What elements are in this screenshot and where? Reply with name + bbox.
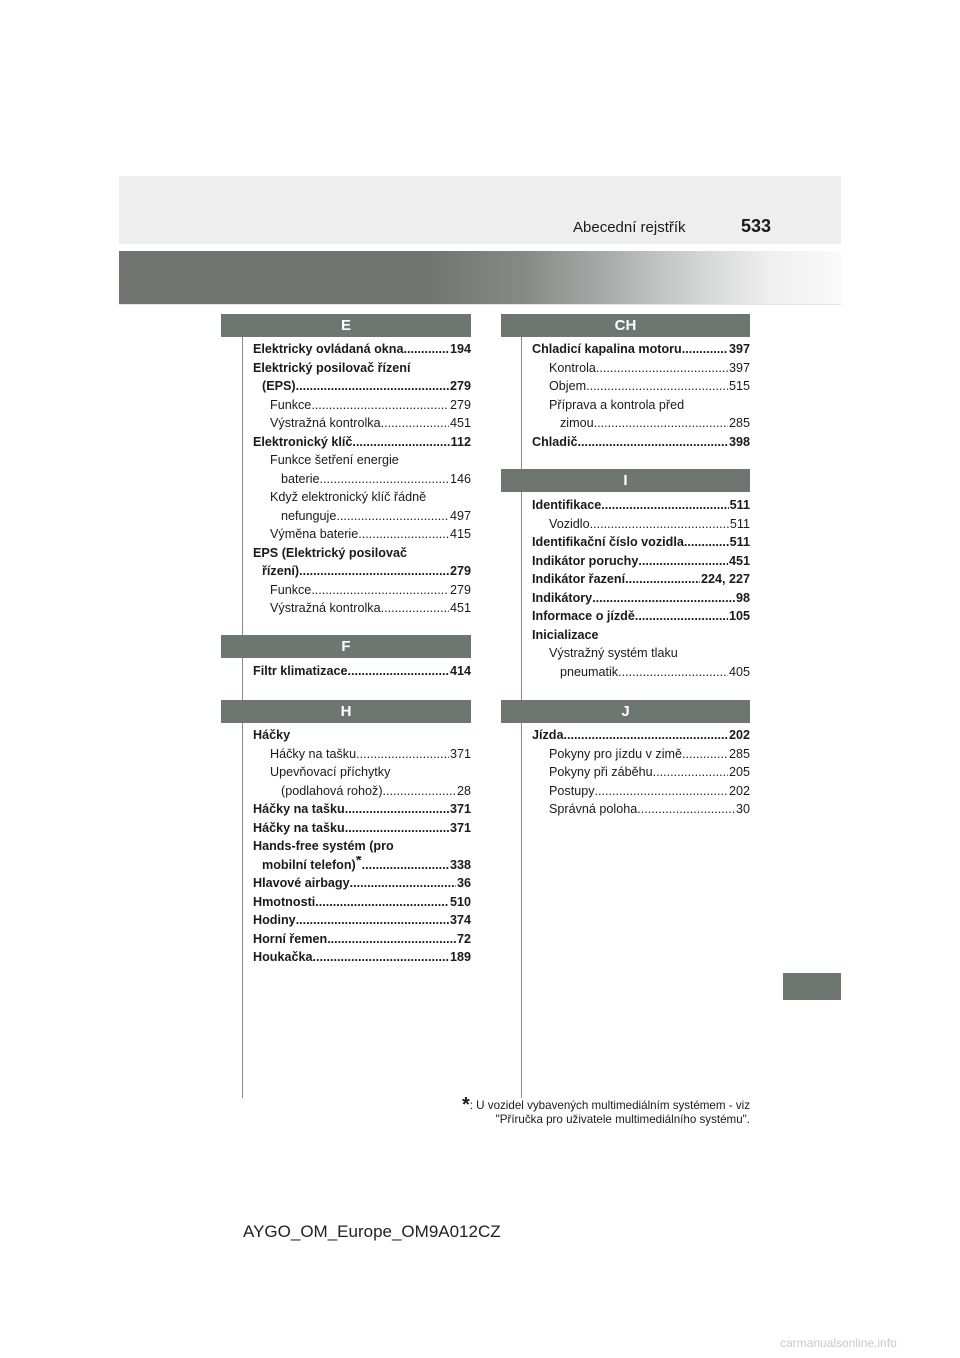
index-subentry[interactable]: Háčky na tašku ..... 371 xyxy=(270,745,471,764)
index-subentry[interactable]: Výstražná kontrolka ..... 451 xyxy=(270,599,471,618)
index-entry-continuation[interactable]: řízení) ..... 279 xyxy=(262,562,471,581)
letter-header-i: I xyxy=(501,469,750,492)
letter-header-j: J xyxy=(501,700,750,723)
index-subentry: Když elektronický klíč řádně xyxy=(270,490,427,504)
index-subentry-continuation[interactable]: (podlahová rohož) ..... 28 xyxy=(281,782,471,801)
footnote-line-1: *: U vozidel vybavených multimediálním systémem - viz xyxy=(461,1094,750,1116)
index-subentry-continuation[interactable]: baterie ..... 146 xyxy=(281,470,471,489)
watermark: carmanualsonline.info xyxy=(780,1336,897,1350)
index-subentry: Výstražný systém tlaku xyxy=(549,646,678,660)
index-subentry[interactable]: Objem ..... 515 xyxy=(549,377,750,396)
index-entry[interactable]: Jízda ..... 202 xyxy=(532,726,750,745)
index-entry[interactable]: Horní řemen ..... 72 xyxy=(253,930,471,949)
index-entry[interactable]: Houkačka ..... 189 xyxy=(253,948,471,967)
index-entry: Háčky xyxy=(253,728,291,742)
index-entry[interactable]: Hodiny ..... 374 xyxy=(253,911,471,930)
index-subentry-continuation[interactable]: pneumatik ..... 405 xyxy=(560,663,750,682)
page-number: 533 xyxy=(741,216,772,236)
index-entry[interactable]: Hmotnosti ..... 510 xyxy=(253,893,471,912)
index-subentry[interactable]: Výstražná kontrolka ..... 451 xyxy=(270,414,471,433)
index-subentry[interactable]: Funkce ..... 279 xyxy=(270,581,471,600)
header-bar xyxy=(119,176,841,244)
index-subentry[interactable]: Postupy ..... 202 xyxy=(549,782,750,801)
index-subentry[interactable]: Pokyny pro jízdu v zimě ..... 285 xyxy=(549,745,750,764)
index-entry[interactable]: Chladicí kapalina motoru ..... 397 xyxy=(532,340,750,359)
index-entry[interactable]: Háčky na tašku ..... 371 xyxy=(253,800,471,819)
index-subentry: Upevňovací příchytky xyxy=(270,765,391,779)
footnote-star: * xyxy=(461,1094,470,1116)
document-code: AYGO_OM_Europe_OM9A012CZ xyxy=(243,1222,501,1241)
index-entry[interactable]: Háčky na tašku ..... 371 xyxy=(253,819,471,838)
index-entry[interactable]: Elektricky ovládaná okna ..... 194 xyxy=(253,340,471,359)
index-entry[interactable]: Indikátor řazení ..... 224, 227 xyxy=(532,570,750,589)
footnote-line-2: "Příručka pro uživatele multimediálního systému". xyxy=(495,1113,750,1126)
index-entry: Elektrický posilovač řízení xyxy=(253,360,411,375)
index-entry[interactable]: Filtr klimatizace ..... 414 xyxy=(253,662,471,681)
index-subentry[interactable]: Výměna baterie ..... 415 xyxy=(270,525,471,544)
index-entry: EPS (Elektrický posilovač xyxy=(253,545,407,560)
index-subentry: Funkce šetření energie xyxy=(270,453,399,467)
index-subentry[interactable]: Správná poloha ..... 30 xyxy=(549,800,750,819)
index-entry[interactable]: Identifikační číslo vozidla ..... 511 xyxy=(532,533,750,552)
index-entry: Inicializace xyxy=(532,627,599,642)
index-subentry[interactable]: Pokyny při záběhu ..... 205 xyxy=(549,763,750,782)
letter-header-h: H xyxy=(221,700,471,723)
index-subentry[interactable]: Kontrola ..... 397 xyxy=(549,359,750,378)
letter-header-f: F xyxy=(221,635,471,658)
index-entry: Hands-free systém (pro xyxy=(253,839,394,853)
index-entry[interactable]: Indikátory ..... 98 xyxy=(532,589,750,608)
index-subentry-continuation[interactable]: nefunguje ..... 497 xyxy=(281,507,471,526)
index-subentry-continuation[interactable]: zimou ..... 285 xyxy=(560,414,750,433)
index-entry[interactable]: Chladič ..... 398 xyxy=(532,433,750,452)
index-entry[interactable]: Identifikace ..... 511 xyxy=(532,496,750,515)
letter-header-e: E xyxy=(221,314,471,337)
index-entry[interactable]: Informace o jízdě ..... 105 xyxy=(532,607,750,626)
index-entry[interactable]: Hlavové airbagy ..... 36 xyxy=(253,874,471,893)
band-underline xyxy=(119,304,841,305)
footnote-marker: * xyxy=(355,855,362,869)
index-entry-continuation[interactable]: (EPS) ..... 279 xyxy=(262,377,471,396)
page-title: Abecední rejstřík xyxy=(573,219,686,236)
letter-header-ch: CH xyxy=(501,314,750,337)
index-entry-continuation[interactable]: mobilní telefon)* ..... 338 xyxy=(262,856,471,875)
index-subentry: Příprava a kontrola před xyxy=(549,397,685,412)
gradient-band xyxy=(119,251,841,304)
index-entry[interactable]: Elektronický klíč ..... 112 xyxy=(253,433,471,452)
index-entry[interactable]: Indikátor poruchy ..... 451 xyxy=(532,552,750,571)
footnote xyxy=(461,1094,750,1127)
section-thumb-tab[interactable] xyxy=(783,973,841,1000)
index-subentry[interactable]: Funkce ..... 279 xyxy=(270,396,471,415)
index-subentry[interactable]: Vozidlo ..... 511 xyxy=(549,515,750,534)
